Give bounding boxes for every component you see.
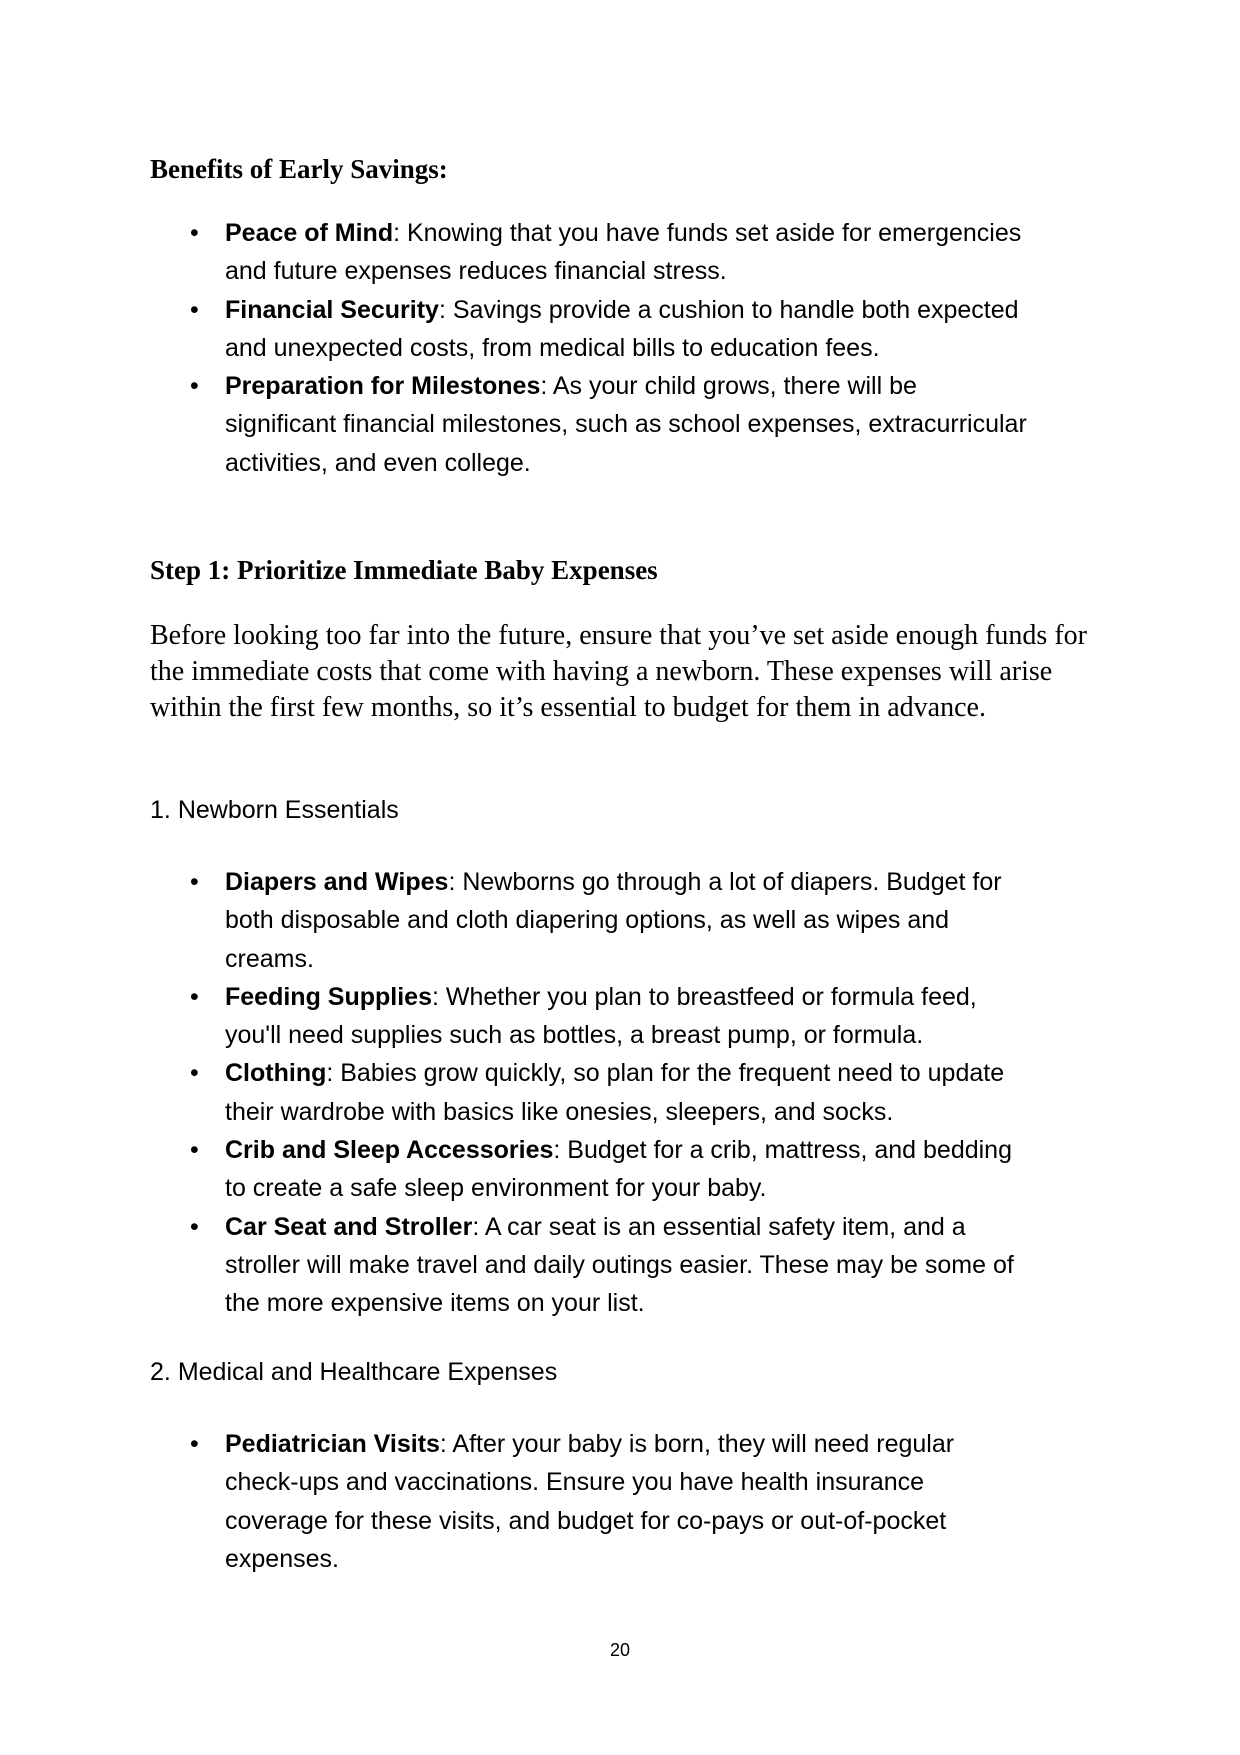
list-item [150,1208,1030,1323]
item-term: Clothing [225,1059,327,1088]
section-title: Newborn Essentials [177,796,399,824]
item-term: Car Seat and Stroller [225,1212,473,1241]
item-text: : Knowing that you have funds set aside for emergencies and future expenses reduces financial stress. [225,219,1022,286]
page-number: 20 [609,1640,631,1660]
item-term: Crib and Sleep Accessories [225,1136,554,1165]
section-number: 1. [150,796,171,824]
section2-heading [150,1353,557,1391]
step1-heading: Step 1: Prioritize Immediate Baby Expenses [150,555,658,585]
item-term: Peace of Mind [225,219,394,247]
bullet-icon: • [190,295,199,324]
bullet-icon: • [190,1059,199,1088]
benefits-list [150,214,1030,482]
item-term: Pediatrician Visits [225,1430,440,1458]
item-text: : As your child grows, there will be significant financial milestones, such as school expenses, extracurricular activities, and even college. [225,372,1027,477]
item-text: : Babies grow quickly, so plan for the frequent need to update their wardrobe with basics like onesies, sleepers, and socks. [225,1059,1005,1126]
medical-expenses-list [150,1425,1030,1578]
item-text: : Savings provide a cushion to handle both expected and unexpected costs, from medical bills to education fees. [225,295,1019,362]
step1-paragraph: Before looking too far into the future, ensure that you’ve set aside enough funds for the immediate costs that come with having a newborn. These expenses will arise within the first few months, so it’s essential to budget for them in advance. [150,620,1087,723]
section-title: Medical and Healthcare Expenses [177,1358,558,1386]
list-item [150,863,1030,978]
item-text: : After your baby is born, they will need regular check-ups and vaccinations. Ensure you have health insurance coverage for these visits, and budget for co-pays or out-of-pocket expenses. [225,1430,955,1573]
bullet-icon: • [190,1430,199,1458]
bullet-icon: • [190,219,199,247]
benefits-heading: Benefits of Early Savings: [150,154,448,184]
item-term: Diapers and Wipes [225,868,449,896]
item-term: Preparation for Milestones [225,372,541,401]
bullet-icon: • [190,982,199,1011]
item-text: : Budget for a crib, mattress, and bedding to create a safe sleep environment for your baby. [225,1136,1012,1203]
bullet-icon: • [190,868,199,896]
list-item [150,291,1030,368]
item-text: : A car seat is an essential safety item, and a stroller will make travel and daily outings easier. These may be some of the more expensive items on your list. [225,1212,1014,1318]
bullet-icon: • [190,1212,199,1241]
list-item [150,214,1030,291]
list-item [150,367,1030,482]
list-item [150,1425,1030,1578]
bullet-icon: • [190,372,199,401]
list-item [150,1131,1030,1208]
section1-heading [150,791,399,829]
newborn-essentials-list [150,863,1030,1323]
bullet-icon: • [190,1136,199,1165]
list-item [150,978,1030,1055]
item-term: Feeding Supplies [225,982,432,1011]
list-item [150,1054,1030,1131]
section-number: 2. [150,1358,171,1386]
item-text: : Newborns go through a lot of diapers. Budget for both disposable and cloth diapering options, as well as wipes and creams. [225,868,1002,973]
item-text: : Whether you plan to breastfeed or formula feed, you'll need supplies such as bottles, a breast pump, or formula. [225,982,977,1050]
item-term: Financial Security [225,295,439,324]
